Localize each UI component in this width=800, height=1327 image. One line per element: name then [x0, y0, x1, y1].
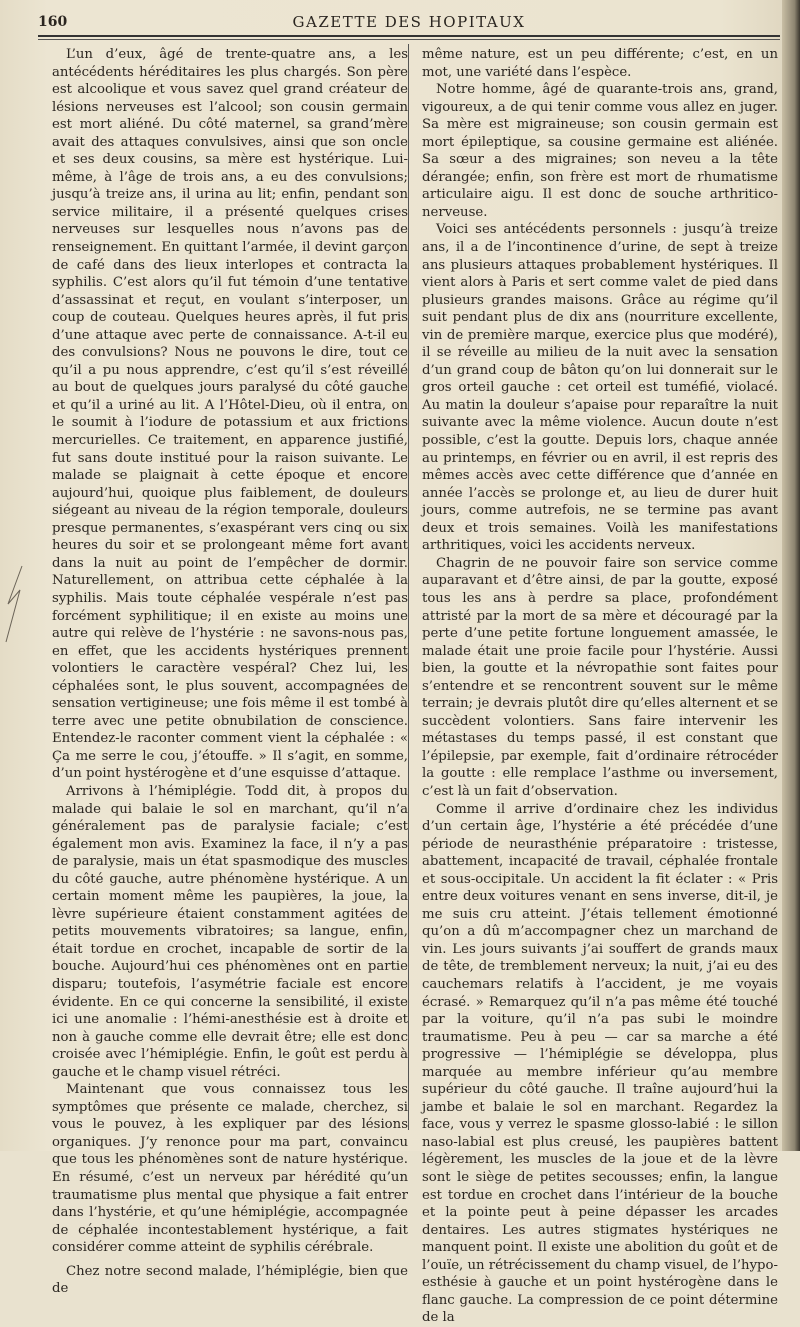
page-header [38, 10, 780, 34]
paragraph: Chagrin de ne pouvoir faire son service comme auparavant et d’être ainsi, de par la goutte, exposé tous les ans à perdre sa place, profondément attristé par la mort de sa mère et découragé par la perte d’une petite fortune longuement amassée, le malade était une proie facile pour l’hystérie. Aussi bien, la goutte et la névropathie sont faites pour s’entendre et se rencontrent souvent sur le même terrain; je devrais plutôt dire qu’elles alternent et se succèdent volontiers. Sans faire intervenir les métastases du temps passé, il est constant que l’épilepsie, par exemple, fait d’ordinaire rétrocéder la goutte : elle remplace l’asthme ou inversement, c’est là un fait d’observation. [422, 555, 778, 799]
left-column [52, 46, 408, 1298]
paragraph: Maintenant que vous connaissez tous les symptômes que présente ce malade, cherchez, si vous le pouvez, à les expliquer par des lésions organiques. J’y renonce pour ma part, convaincu que tous les phénomènes sont de nature hystérique. En résumé, c’est un nerveux par hérédité qu’un traumatisme plus mental que physique a fait entrer dans l’hystérie, et qu’une hémiplégie, accompagnée de céphalée incontestablement hystérique, a fait considérer comme atteint de syphilis cérébrale. [52, 1082, 408, 1256]
paragraph: Comme il arrive d’ordinaire chez les individus d’un certain âge, l’hystérie a été précédée d’une période de neurasthénie préparatoire : tristesse, abattement, incapacité de travail, céphalée frontale et sous-occipitale. Un accident la fit éclater : « Pris entre deux voitures venant en sens inverse, dit-il, je me suis cru atteint. J’étais tellement émotionné qu’on a dû m’accompagner chez un marchand de vin. Les jours suivants j’ai souffert de grands maux de tête, de tremblement nerveux; la nuit, j’ai eu des cauchemars relatifs à l’accident, je me voyais écrasé. » Remarquez qu’il n’a pas même été touché par la voiture, qu’il n’a pas subi le moindre traumatisme. Peu à peu — car sa marche a été progressive — l’hémiplégie se développa, plus marquée au membre inférieur qu’au membre supérieur du côté gauche. Il traîne aujourd’hui la jambe et balaie le sol en marchant. Regardez la face, vous y verrez le spasme glosso-labié : le sillon naso-labial est plus creusé, les paupières battent légèrement, les muscles de la joue et de la lèvre sont le siège de petites secousses; enfin, la langue est tordue en crochet dans l’intérieur de la bouche et la pointe peut à peine dépasser les arcades dentaires. Les autres stigmates hystériques ne manquent point. Il existe une abolition du goût et de l’ouïe, un rétrécissement du champ visuel, de l’hypo-esthésie à gauche et un point hystérogène dans le flanc gauche. La compression de ce point détermine de la [422, 801, 778, 1326]
margin-ink-mark [0, 560, 30, 650]
binding-edge [782, 0, 800, 1151]
paragraph: Notre homme, âgé de quarante-trois ans, grand, vigoureux, a de qui tenir comme vous allez en juger. Sa mère est migraineuse; son cousin germain est mort épileptique, sa cousine germaine est aliénée. Sa sœur a des migraines; son neveu a la tête dérangée; enfin, son frère est mort de rhumatisme articulaire aigu. Il est donc de souche arthritico-nerveuse. [422, 82, 778, 220]
paragraph: Chez notre second malade, l’hémiplégie, bien que de [52, 1263, 408, 1297]
journal-title: GAZETTE DES HOPITAUX [292, 13, 526, 31]
paragraph: Voici ses antécédents personnels : jusqu’à treize ans, il a de l’incontinence d’urine, de sept à treize ans plusieurs attaques probablement hystériques. Il vient alors à Paris et sert comme valet de pied dans plusieurs grandes maisons. Grâce au régime qu’il suit pendant plus de dix ans (nourriture excellente, vin de première marque, exercice plus que modéré), il se réveille au milieu de la nuit avec la sensation d’un grand coup de bâton qu’on lui donnerait sur le gros orteil gauche : cet orteil est tuméfié, violacé. Au matin la douleur s’apaise pour reparaître la nuit suivante avec la même violence. Aucun doute n’est possible, c’est la goutte. Depuis lors, chaque année au printemps, en février ou en avril, il est repris des mêmes accès avec cette différence que d’année en année l’accès se prolonge et, au lieu de durer huit jours, comme autrefois, ne se termine pas avant deux et trois semaines. Voilà les manifestations arthritiques, voici les accidents nerveux. [422, 222, 778, 554]
paragraph: L’un d’eux, âgé de trente-quatre ans, a les antécédents héréditaires les plus chargés. Son père est alcoolique et vous savez quel grand créateur de lésions nerveuses est l’alcool; son cousin germain est mort aliéné. Du côté maternel, sa grand’mère avait des attaques convulsives, ainsi que son oncle et ses deux cousins, sa mère est hystérique. Lui-même, à l’âge de trois ans, a eu des convulsions; jusqu’à treize ans, il urina au lit; enfin, pendant son service militaire, il a présenté quelques crises nerveuses sur lesquelles nous n’avons pas de renseignement. En quittant l’armée, il devint garçon de café dans des lieux interlopes et contracta la syphilis. C’est alors qu’il fut témoin d’une tentative d’assassinat et reçut, en voulant s’interposer, un coup de couteau. Quelques heures après, il fut pris d’une attaque avec perte de connaissance. A-t-il eu des convulsions? Nous ne pouvons le dire, tout ce qu’il a pu nous apprendre, c’est qu’il s’est réveillé au bout de quelques jours paralysé du côté gauche et qu’il a uriné au lit. A l’Hôtel-Dieu, où il entra, on le soumit à l’iodure de potassium et aux frictions mercurielles. Ce traitement, en apparence justifié, fut sans doute institué pour la raison suivante. Le malade se plaignait à cette époque et encore aujourd’hui, quoique plus faiblement, de douleurs siégeant au niveau de la région temporale, douleurs presque permanentes, s’exaspérant vers cinq ou six heures du soir et se prolongeant même fort avant dans la nuit au point de l’empêcher de dormir. Naturellement, on attribua cette céphalée à la syphilis. Mais toute céphalée vespérale n’est pas forcément syphilitique; il en existe au moins une autre qui relève de l’hystérie : ne savons-nous pas, en effet, que les accidents hystériques prennent volontiers le caractère vespéral? Chez lui, les céphalées sont, le plus souvent, accompagnées de sensation vertigineuse; une fois même il est tombé à terre avec une petite obnubilation de conscience. Entendez-le raconter comment vient la céphalée : « Ça me serre le cou, j’étouffe. » Il s’agit, en somme, d’un point hystérogène et d’une esquisse d’attaque. [52, 47, 408, 782]
page-number: 160 [38, 14, 68, 30]
header-rule [38, 35, 780, 37]
paragraph: Arrivons à l’hémiplégie. Todd dit, à propos du malade qui balaie le sol en marchant, qu’il n’a généralement pas de paralysie faciale; c’est également mon avis. Examinez la face, il n’y a pas de paralysie, mais un état spasmodique des muscles du côté gauche, autre phénomène hystérique. A un certain moment même les paupières, la joue, la lèvre supérieure étaient constamment agitées de petits mouvements vibratoires; sa langue, enfin, était tordue en crochet, incapable de sortir de la bouche. Aujourd’hui ces phénomènes ont en partie disparu; toutefois, l’asymétrie faciale est encore évidente. En ce qui concerne la sensibilité, il existe ici une anomalie : l’hémi-anesthésie est à droite et non à gauche comme elle devrait être; elle est donc croisée avec l’hémiplégie. Enfin, le goût est perdu à gauche et le champ visuel rétréci. [52, 783, 408, 1080]
column-divider [408, 44, 409, 1130]
header-rule-thin [38, 39, 780, 40]
right-column [422, 46, 778, 1327]
paragraph: même nature, est un peu différente; c’est, en un mot, une variété dans l’espèce. [422, 47, 778, 80]
